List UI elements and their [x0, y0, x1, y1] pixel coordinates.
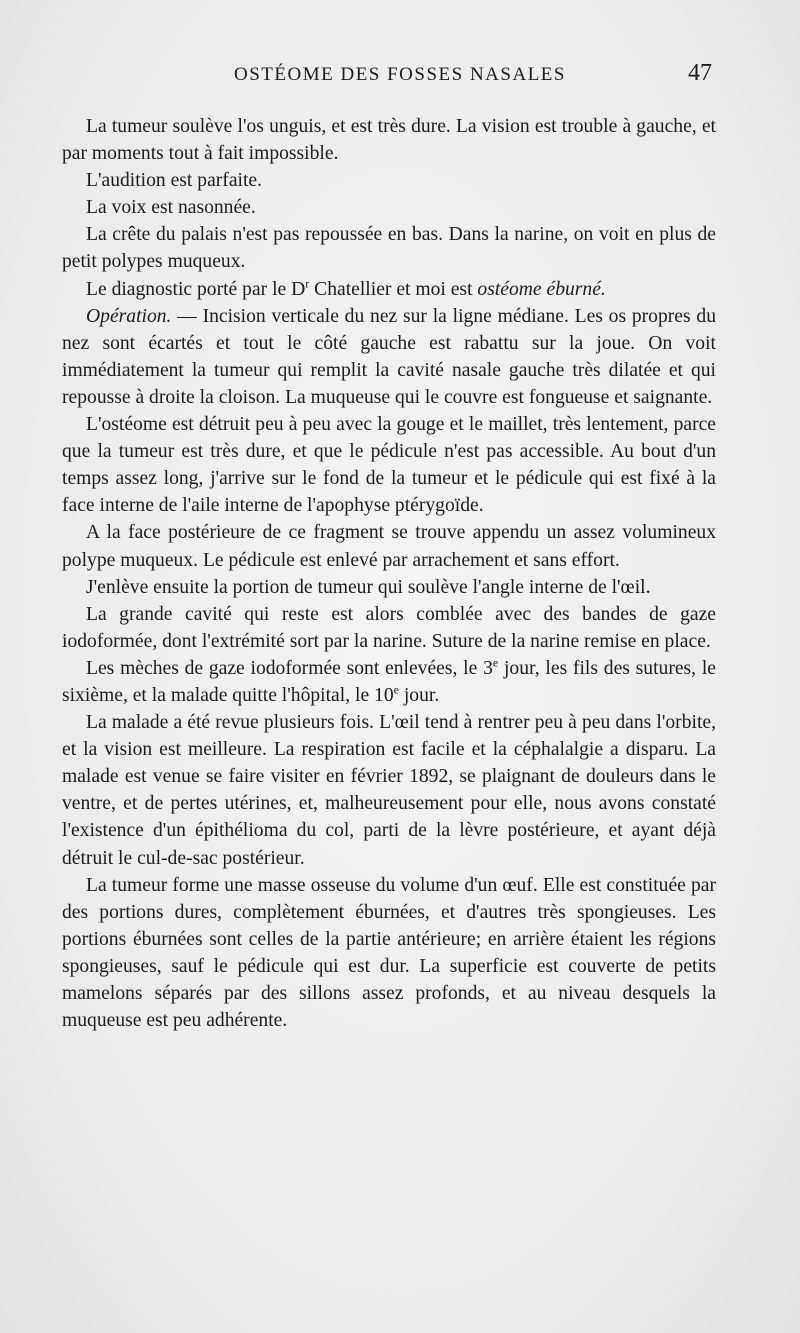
text-run: Le diagnostic porté par le D	[86, 278, 306, 300]
running-header	[0, 60, 800, 94]
paragraph-diagnosis	[62, 276, 716, 303]
paragraph: J'enlève ensuite la portion de tumeur qui soulève l'angle interne de l'œil.	[86, 576, 651, 598]
text-run: jour, les fils des sutures, le sixième, et la malade quitte l'hôpital, le 10	[62, 657, 716, 706]
paragraph: L'ostéome est détruit peu à peu avec la gouge et le maillet, très lentement, parce que la tumeur est très dure, et que le pédicule n'est pas accessible. Au bout d'un temps assez long, j'arrive sur le fond de la tumeur et le pédicule qui est fixé à la face interne de l'aile interne de l'apophyse ptérygoïde.	[62, 414, 716, 517]
page-number: 47	[688, 60, 712, 86]
text-run: Chatellier et moi est	[309, 278, 478, 300]
body-text	[62, 113, 716, 1034]
text-run: Les mèches de gaze iodoformée sont enlevées, le 3	[86, 657, 493, 679]
paragraph: La malade a été revue plusieurs fois. L'œil tend à rentrer peu à peu dans l'orbite, et la vision est meilleure. La respiration est facile et la céphalalgie a disparu. La malade est venue se faire visiter en février 1892, se plaignant de douleurs dans le ventre, et de pertes utérines, et, malheureusement pour elle, nous avons constaté l'existence d'un épithélioma du col, parti de la lèvre postérieure, et ayant déjà détruit le cul-de-sac postérieur.	[62, 712, 716, 869]
running-title: OSTÉOME DES FOSSES NASALES	[234, 64, 566, 85]
paragraph: A la face postérieure de ce fragment se trouve appendu un assez volumineux polype muqueux. Le pédicule est enlevé par arrachement et sans effort.	[62, 522, 716, 571]
superscript: e	[393, 682, 399, 697]
text-run: jour.	[398, 684, 440, 706]
paragraph-operation	[62, 303, 716, 411]
paragraph: La grande cavité qui reste est alors comblée avec des bandes de gaze iodoformée, dont l'extrémité sort par la narine. Suture de la narine remise en place.	[62, 603, 716, 652]
paragraph: La crête du palais n'est pas repoussée en bas. Dans la narine, on voit en plus de petit polypes muqueux.	[62, 224, 716, 273]
superscript: r	[305, 276, 310, 291]
section-lead: Opération.	[86, 305, 172, 327]
paragraph-sutures	[62, 655, 716, 709]
paragraph: La voix est nasonnée.	[86, 197, 256, 219]
paragraph: L'audition est parfaite.	[86, 170, 262, 192]
italic-term: ostéome éburné.	[477, 278, 606, 300]
text-run: — Incision verticale du nez sur la ligne médiane. Les os propres du nez sont écartés et tout le côté gauche est rabattu sur la joue. On voit immédiatement la tumeur qui remplit la cavité nasale gauche très dilatée et qui repousse à droite la cloison. La muqueuse qui le couvre est fongueuse et saignante.	[62, 305, 716, 408]
superscript: e	[492, 655, 499, 670]
paragraph: La tumeur forme une masse osseuse du volume d'un œuf. Elle est constituée par des portions dures, complètement éburnées, et d'autres très spongieuses. Les portions éburnées sont celles de la partie antérieure; en arrière étaient les régions spongieuses, sauf le pédicule qui est dur. La superficie est couverte de petits mamelons séparés par des sillons assez profonds, et au niveau desquels la muqueuse est peu adhérente.	[62, 874, 716, 1032]
paragraph: La tumeur soulève l'os unguis, et est très dure. La vision est trouble à gauche, et par moments tout à fait impossible.	[62, 116, 716, 165]
